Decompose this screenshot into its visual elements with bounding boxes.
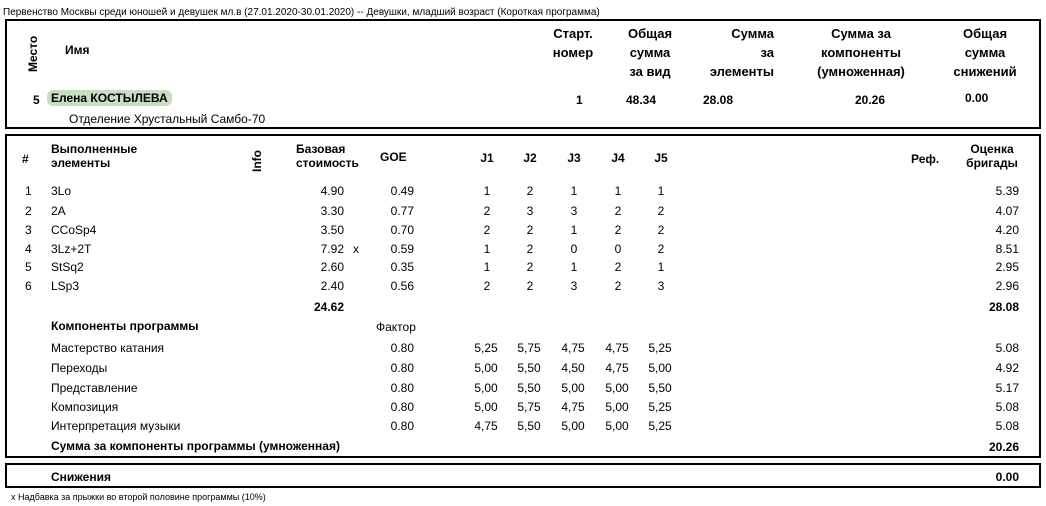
element-goe: 0.56: [390, 279, 414, 293]
component-judge-score: 5,25: [648, 400, 672, 414]
element-name: StSq2: [51, 260, 84, 274]
judge-score: 0: [614, 242, 622, 256]
component-name: Переходы: [51, 361, 108, 375]
judge-score: 1: [570, 260, 578, 274]
component-name: Мастерство катания: [51, 341, 165, 355]
element-name: LSp3: [51, 279, 80, 293]
start-number-header: Старт. номер: [552, 26, 594, 60]
component-factor: 0.80: [390, 361, 414, 375]
component-name: Интерпретация музыки: [51, 419, 181, 433]
element-name: CCoSp4: [51, 223, 97, 237]
judge-score: 2: [483, 223, 491, 237]
judge-score: 1: [614, 184, 622, 198]
executed-elements-header: Выполненные элементы: [51, 142, 138, 170]
skater-start-number: 1: [576, 93, 583, 107]
component-factor: 0.80: [390, 400, 414, 414]
element-number: 5: [25, 260, 32, 274]
judge-score: 2: [657, 242, 665, 256]
component-judge-score: 5,00: [474, 400, 498, 414]
element-goe: 0.77: [390, 204, 414, 218]
referee-header: Реф.: [911, 152, 940, 166]
judge-score: 3: [657, 279, 665, 293]
factor-header: Фактор: [376, 320, 416, 334]
component-name: Представление: [51, 381, 138, 395]
component-score: 5.08: [995, 419, 1019, 433]
components-title: Компоненты программы: [51, 319, 199, 333]
component-score: 5.08: [995, 400, 1019, 414]
judge-score: 1: [483, 242, 491, 256]
component-judge-score: 5,25: [648, 419, 672, 433]
judge-header: J1: [480, 151, 494, 165]
component-score: 5.17: [995, 381, 1019, 395]
component-judge-score: 5,00: [605, 419, 629, 433]
component-judge-score: 5,25: [648, 341, 672, 355]
footnote: x Надбавка за прыжки во второй половине программы (10%): [11, 492, 266, 502]
component-judge-score: 4,50: [561, 361, 585, 375]
element-number: 4: [25, 242, 32, 256]
skater-total-score: 48.34: [626, 93, 657, 107]
element-number: 2: [25, 204, 32, 218]
judge-header: J2: [523, 151, 537, 165]
element-goe: 0.70: [390, 223, 414, 237]
element-panel-score: 5.39: [995, 184, 1019, 198]
skater-club: Отделение Хрустальный Самбо-70: [69, 112, 266, 126]
component-factor: 0.80: [390, 419, 414, 433]
judge-header: J3: [567, 151, 581, 165]
panel-total: 28.08: [988, 300, 1019, 314]
component-score: 5.08: [995, 341, 1019, 355]
judge-score: 2: [614, 260, 622, 274]
judge-score: 1: [570, 184, 578, 198]
judge-score: 2: [526, 260, 534, 274]
component-judge-score: 5,50: [517, 361, 541, 375]
skater-components-score: 20.26: [855, 93, 886, 107]
component-judge-score: 4,75: [605, 361, 629, 375]
component-judge-score: 5,50: [517, 419, 541, 433]
skater-deductions: 0.00: [965, 91, 989, 105]
component-judge-score: 5,50: [517, 381, 541, 395]
judge-score: 2: [526, 242, 534, 256]
element-name: 2A: [51, 204, 66, 218]
element-panel-score: 4.20: [995, 223, 1019, 237]
judge-score: 2: [526, 223, 534, 237]
component-judge-score: 5,00: [561, 381, 585, 395]
component-judge-score: 5,00: [474, 381, 498, 395]
deductions-panel: [5, 463, 1041, 488]
judge-score: 2: [614, 223, 622, 237]
element-panel-score: 8.51: [995, 242, 1019, 256]
element-name: 3Lo: [51, 184, 72, 198]
component-judge-score: 5,75: [517, 341, 541, 355]
component-judge-score: 5,00: [605, 381, 629, 395]
skater-place: 5: [33, 93, 40, 107]
base-total: 24.62: [313, 300, 344, 314]
judge-score: 3: [526, 204, 534, 218]
page-title: Первенство Москвы среди юношей и девушек мл.в (27.01.2020-30.01.2020) -- Девушки, младший возраст (Короткая программа): [3, 7, 600, 18]
component-judge-score: 5,00: [605, 400, 629, 414]
component-judge-score: 5,25: [474, 341, 498, 355]
judge-score: 2: [483, 279, 491, 293]
component-judge-score: 5,00: [561, 419, 585, 433]
judge-score: 1: [570, 223, 578, 237]
judge-score: 2: [526, 184, 534, 198]
deductions-value: 0.00: [995, 470, 1019, 484]
judge-score: 2: [614, 279, 622, 293]
element-base-value: 3.30: [320, 204, 344, 218]
judge-score: 0: [570, 242, 578, 256]
element-base-value: 2.60: [320, 260, 344, 274]
judge-header: J5: [654, 151, 668, 165]
element-goe: 0.59: [390, 242, 414, 256]
components-total: 20.26: [988, 440, 1019, 454]
total-score-header: Общая сумма за вид: [627, 26, 673, 79]
judge-header: J4: [611, 151, 625, 165]
element-panel-score: 2.96: [995, 279, 1019, 293]
judge-score: 2: [657, 204, 665, 218]
info-header: Info: [250, 150, 264, 172]
components-total-label: Сумма за компоненты программы (умноженная): [51, 439, 340, 453]
skater-elements-score: 28.08: [703, 93, 734, 107]
panel-score-header: Оценка бригады: [966, 142, 1018, 170]
judge-score: 3: [570, 279, 578, 293]
element-bonus-mark: x: [353, 242, 359, 256]
judge-score: 2: [483, 204, 491, 218]
skater-name: Елена КОСТЫЛЕВА: [47, 91, 172, 105]
component-name: Композиция: [51, 400, 119, 414]
component-judge-score: 5,50: [648, 381, 672, 395]
components-score-header: Сумма за компоненты (умноженная): [817, 26, 905, 79]
deductions-label: Снижения: [51, 470, 111, 484]
component-judge-score: 5,00: [474, 361, 498, 375]
num-header: #: [22, 152, 29, 166]
component-judge-score: 5,75: [517, 400, 541, 414]
elements-score-header: Сумма за элементы: [709, 26, 774, 79]
judge-score: 3: [570, 204, 578, 218]
element-number: 3: [25, 223, 32, 237]
element-goe: 0.35: [390, 260, 414, 274]
element-number: 1: [25, 184, 32, 198]
component-factor: 0.80: [390, 341, 414, 355]
element-panel-score: 2.95: [995, 260, 1019, 274]
judge-score: 1: [657, 260, 665, 274]
component-judge-score: 4,75: [474, 419, 498, 433]
element-number: 6: [25, 279, 32, 293]
judge-score: 2: [614, 204, 622, 218]
element-base-value: 7.92: [320, 242, 344, 256]
element-base-value: 3.50: [320, 223, 344, 237]
element-base-value: 4.90: [320, 184, 344, 198]
component-judge-score: 5,00: [648, 361, 672, 375]
element-panel-score: 4.07: [995, 204, 1019, 218]
judge-score: 1: [657, 184, 665, 198]
component-score: 4.92: [995, 361, 1019, 375]
judge-score: 2: [657, 223, 665, 237]
component-factor: 0.80: [390, 381, 414, 395]
element-name: 3Lz+2T: [51, 242, 92, 256]
component-judge-score: 4,75: [605, 341, 629, 355]
goe-header: GOE: [380, 150, 407, 164]
element-base-value: 2.40: [320, 279, 344, 293]
judge-score: 1: [483, 184, 491, 198]
element-goe: 0.49: [390, 184, 414, 198]
deductions-header: Общая сумма снижений: [953, 26, 1017, 79]
component-judge-score: 4,75: [561, 400, 585, 414]
judge-score: 1: [483, 260, 491, 274]
base-value-header: Базовая стоимость: [296, 142, 359, 170]
place-header: Место: [26, 35, 40, 72]
component-judge-score: 4,75: [561, 341, 585, 355]
name-header: Имя: [65, 43, 90, 57]
judge-score: 2: [526, 279, 534, 293]
